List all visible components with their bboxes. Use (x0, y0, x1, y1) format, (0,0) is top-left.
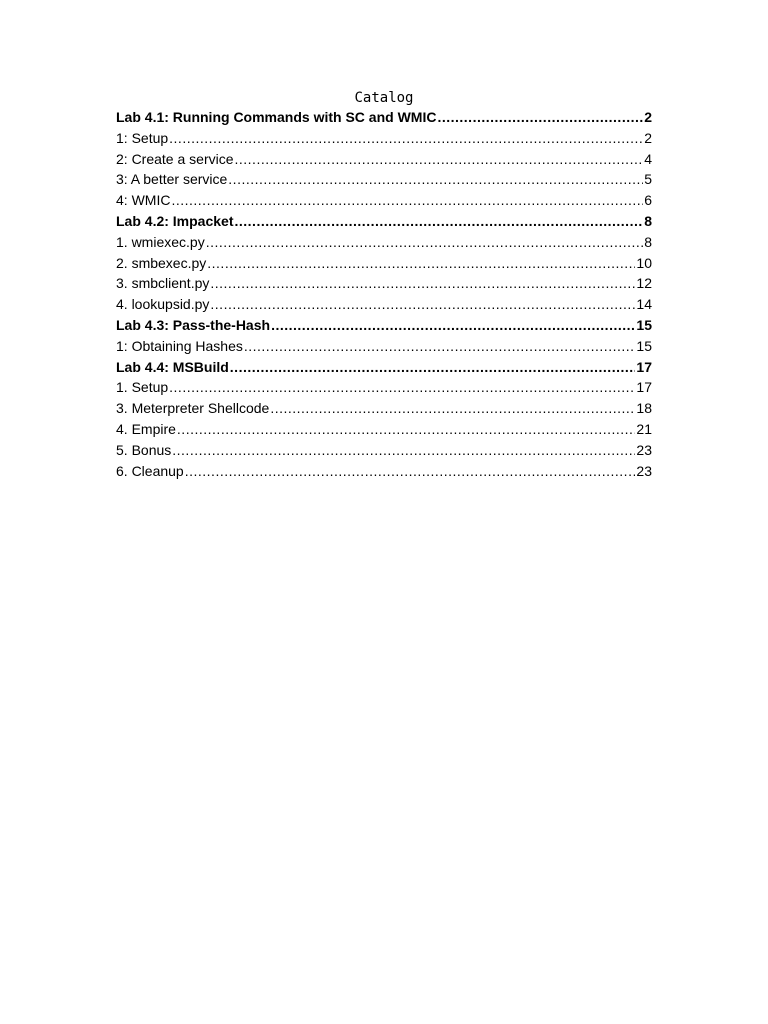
toc-leader (270, 398, 635, 419)
toc-entry[interactable] (116, 128, 652, 149)
toc-entry-label: Lab 4.2: Impacket (116, 212, 234, 229)
toc-entry[interactable] (116, 294, 652, 315)
toc-entry-label: 4. lookupsid.py (116, 296, 210, 313)
toc-entry[interactable] (116, 315, 652, 336)
toc-leader (172, 440, 635, 461)
toc-leader (271, 315, 635, 336)
toc-leader (244, 336, 636, 357)
toc-entry-label: 1. wmiexec.py (116, 233, 205, 250)
toc-entry[interactable] (116, 461, 652, 482)
table-of-contents (116, 107, 652, 481)
toc-entry-label: 2: Create a service (116, 150, 234, 167)
toc-entry[interactable] (116, 440, 652, 461)
toc-entry-label: 2. smbexec.py (116, 254, 207, 271)
toc-leader (171, 190, 643, 211)
toc-entry-label: 3. smbclient.py (116, 275, 210, 292)
toc-leader (207, 253, 635, 274)
toc-leader (169, 128, 643, 149)
toc-entry-label: Lab 4.1: Running Commands with SC and WMIC (116, 109, 437, 125)
toc-entry-label: 3: A better service (116, 171, 228, 188)
toc-entry[interactable] (116, 232, 652, 253)
toc-page-number: 23 (636, 441, 652, 458)
toc-leader (437, 107, 643, 128)
toc-page-number: 15 (636, 337, 652, 354)
toc-entry-label: 5. Bonus (116, 441, 172, 458)
toc-entry-label: 1: Obtaining Hashes (116, 337, 243, 354)
toc-entry-label: 1: Setup (116, 129, 169, 146)
toc-page-number: 23 (636, 462, 652, 479)
toc-page-number: 4 (644, 150, 652, 167)
toc-entry-label: Lab 4.3: Pass-the-Hash (116, 316, 271, 333)
toc-page-number: 2 (644, 129, 652, 146)
toc-leader (230, 357, 636, 378)
toc-entry[interactable] (116, 357, 652, 378)
toc-title: Catalog (354, 90, 414, 106)
toc-entry[interactable] (116, 107, 652, 128)
toc-leader (177, 419, 636, 440)
toc-page-number: 12 (636, 275, 652, 292)
toc-entry-label: 6. Cleanup (116, 462, 184, 479)
toc-page-number: 21 (636, 420, 652, 437)
toc-page-number: 10 (636, 254, 652, 271)
toc-leader (235, 211, 644, 232)
toc-entry-label: 3. Meterpreter Shellcode (116, 400, 270, 417)
toc-entry[interactable] (116, 169, 652, 190)
toc-page-number: 17 (636, 379, 652, 396)
toc-leader (206, 232, 644, 253)
toc-entry[interactable] (116, 419, 652, 440)
toc-page-number: 14 (636, 296, 652, 313)
toc-page-number: 15 (636, 316, 652, 333)
toc-leader (185, 461, 636, 482)
toc-entry[interactable] (116, 398, 652, 419)
toc-page-number: 17 (636, 358, 652, 375)
toc-entry-label: Lab 4.4: MSBuild (116, 358, 229, 375)
toc-page-number: 6 (644, 192, 652, 209)
toc-entry[interactable] (116, 149, 652, 170)
toc-entry[interactable] (116, 273, 652, 294)
toc-page-number: 2 (644, 109, 652, 125)
toc-entry[interactable] (116, 211, 652, 232)
toc-leader (210, 294, 635, 315)
toc-entry-label: 1. Setup (116, 379, 169, 396)
toc-entry-label: 4: WMIC (116, 192, 171, 209)
toc-entry[interactable] (116, 190, 652, 211)
toc-page-number: 8 (644, 212, 652, 229)
toc-entry[interactable] (116, 336, 652, 357)
toc-leader (235, 149, 644, 170)
toc-page-number: 8 (644, 233, 652, 250)
toc-entry[interactable] (116, 377, 652, 398)
toc-page-number: 5 (644, 171, 652, 188)
toc-entry-label: 4. Empire (116, 420, 176, 437)
toc-leader (210, 273, 635, 294)
toc-entry[interactable] (116, 253, 652, 274)
toc-leader (169, 377, 635, 398)
toc-leader (228, 169, 643, 190)
toc-page-number: 18 (636, 400, 652, 417)
